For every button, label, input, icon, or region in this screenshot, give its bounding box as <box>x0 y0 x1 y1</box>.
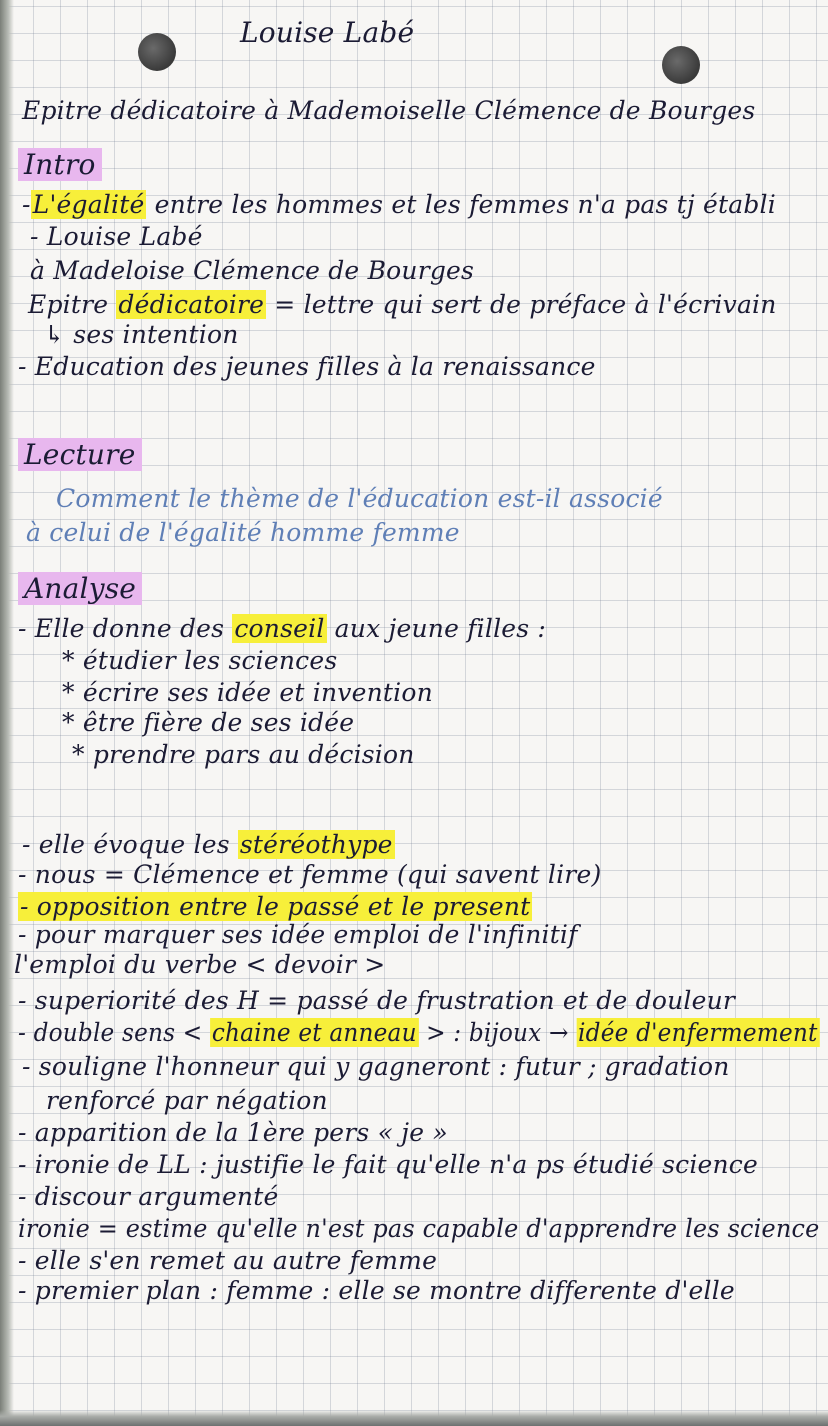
intro-line <box>18 352 596 382</box>
page-subtitle: Epitre dédicatoire à Mademoiselle Clémence de Bourges <box>22 96 756 125</box>
analyse-line <box>22 1052 730 1082</box>
lecture-heading: Lecture <box>18 440 142 470</box>
note-text: l'emploi du verbe < devoir > <box>14 950 386 979</box>
highlighted-text: L'égalité <box>32 190 145 219</box>
note-text: = lettre qui sert de préface à l'écrivain <box>266 290 777 319</box>
analyse-line <box>18 1118 448 1148</box>
note-text: - Elle donne des <box>18 614 233 643</box>
note-text: * étudier les sciences <box>62 646 338 675</box>
highlighted-text: chaine et anneau <box>211 1018 417 1047</box>
note-text: - apparition de la 1ère pers « je » <box>18 1118 448 1147</box>
note-text: - elle s'en remet au autre femme <box>18 1246 438 1275</box>
analyse-line <box>18 986 735 1016</box>
note-text: entre les hommes et les femmes n'a pas tj établi <box>146 190 776 219</box>
lecture-question-line-1: Comment le thème de l'éducation est-il associé <box>56 484 663 513</box>
note-text: ↳ ses intention <box>44 320 239 349</box>
intro-line <box>44 320 239 350</box>
note-text: - nous = Clémence et femme (qui savent lire) <box>18 860 602 889</box>
note-text: - <box>22 190 31 219</box>
note-text: - discour argumenté <box>18 1182 279 1211</box>
analyse-line <box>46 1086 328 1116</box>
intro-line <box>28 290 777 320</box>
note-text: - premier plan : femme : elle se montre differente d'elle <box>18 1276 735 1305</box>
note-text: * écrire ses idée et invention <box>62 678 433 707</box>
highlighted-text: idée d'enfermement <box>578 1018 818 1047</box>
page-shadow-left <box>0 0 14 1426</box>
analyse-line <box>18 1276 735 1306</box>
analyse-line <box>18 1246 437 1276</box>
note-text: ironie = estime qu'elle n'est pas capable d'apprendre les science <box>18 1214 820 1243</box>
note-text: * être fière de ses idée <box>62 708 355 737</box>
note-text: > : bijoux → <box>418 1018 577 1047</box>
analyse-line <box>62 678 433 708</box>
lecture-question-line-2: à celui de l'égalité homme femme <box>26 518 460 547</box>
analyse-line <box>62 646 337 676</box>
analyse-line <box>18 1150 758 1180</box>
note-text: - ironie de LL : justifie le fait qu'elle n'a ps étudié science <box>18 1150 759 1179</box>
note-text: - Education des jeunes filles à la renaissance <box>18 352 596 381</box>
analyse-line <box>18 614 546 644</box>
binder-hole-right-icon <box>662 46 700 84</box>
note-text: * prendre pars au décision <box>72 740 415 769</box>
analyse-line <box>62 708 354 738</box>
analyse-line <box>18 860 601 890</box>
analyse-line <box>18 1182 278 1212</box>
analyse-line <box>18 920 578 950</box>
analyse-line <box>18 1018 819 1048</box>
analyse-line <box>72 740 415 770</box>
analyse-heading: Analyse <box>18 574 142 604</box>
note-text: renforcé par négation <box>46 1086 328 1115</box>
page-shadow-bottom <box>0 1410 828 1426</box>
intro-heading: Intro <box>18 150 102 180</box>
highlighted-text: - opposition entre le passé et le present <box>20 892 531 921</box>
binder-hole-left-icon <box>138 33 176 71</box>
intro-line <box>30 222 203 252</box>
analyse-line <box>18 892 532 922</box>
note-text: - elle évoque les <box>22 830 238 859</box>
note-text: - superiorité des H = passé de frustration et de douleur <box>18 986 736 1015</box>
highlighted-text: dédicatoire <box>118 290 265 319</box>
note-text: - Louise Labé <box>30 222 203 251</box>
page-title: Louise Labé <box>240 16 415 49</box>
analyse-line <box>22 830 395 860</box>
note-text: Epitre <box>28 290 117 319</box>
highlighted-text: conseil <box>234 614 325 643</box>
note-text: - double sens < <box>18 1018 210 1047</box>
analyse-line <box>14 950 385 980</box>
intro-line <box>22 190 776 220</box>
note-text: aux jeune filles : <box>326 614 547 643</box>
note-text: - pour marquer ses idée emploi de l'infinitif <box>18 920 578 949</box>
intro-line <box>30 256 474 286</box>
analyse-line <box>18 1214 819 1244</box>
note-text: à Madeloise Clémence de Bourges <box>30 256 475 285</box>
note-text: - souligne l'honneur qui y gagneront : futur ; gradation <box>22 1052 730 1081</box>
highlighted-text: stéréothype <box>239 830 393 859</box>
